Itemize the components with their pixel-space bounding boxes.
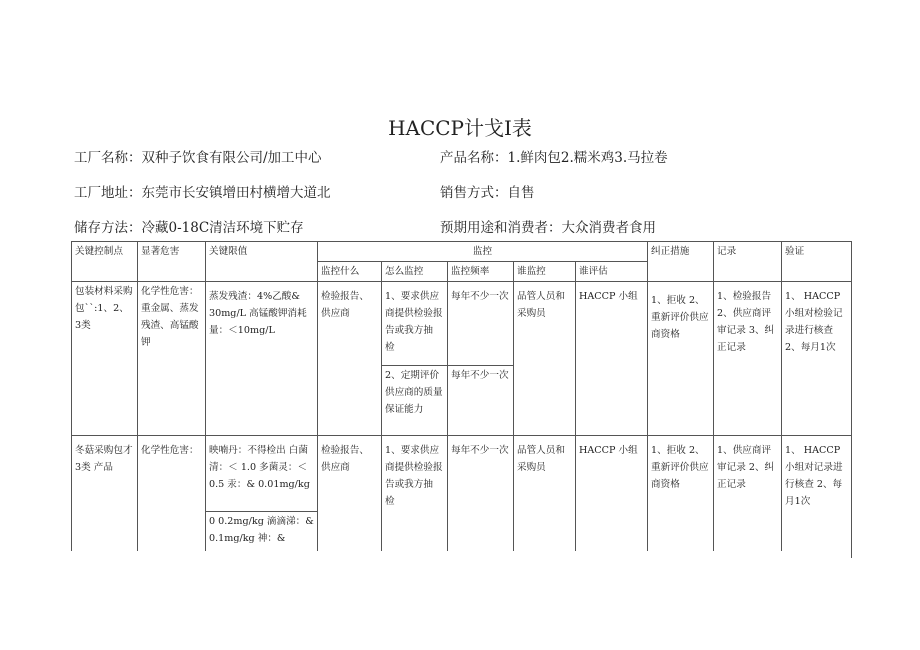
- row2-verify: 1、 HACCP小组对记录进行核查 2、每月1次: [782, 436, 852, 559]
- row2-who: 品管人员和采购员: [514, 436, 576, 559]
- product-name: 产品名称：1.鲜肉包2.糯米鸡3.马拉卷: [440, 150, 668, 166]
- row2-hazard: 化学性危害：: [138, 436, 206, 559]
- row2-what: 检验报告、供应商: [318, 436, 382, 559]
- header-what: 监控什么: [318, 262, 382, 282]
- factory-address: 工厂地址：东莞市长安镇增田村横增大道北: [74, 185, 331, 201]
- row2-freq: 每年不少一次: [448, 436, 514, 559]
- row1-record: 1、检验报告 2、供应商评审记录 3、纠正记录: [714, 282, 782, 436]
- row1-how1: 1、要求供应商提供检验报告或我方抽 检: [382, 282, 448, 366]
- row1-verify: 1、 HACCP小组对检验记录进行核查 2、每月1次: [782, 282, 852, 436]
- header-limit: 关键限值: [206, 242, 318, 282]
- row1-ccp: 包装材料采购包``:1、2、3类: [72, 282, 138, 436]
- row1-limit: 蒸发残渣：4%乙酸& 30mg/L 高锰酸钾消耗量：＜10mg/L: [206, 282, 318, 436]
- page-bottom-cutoff: [71, 551, 851, 650]
- table-row: [72, 282, 852, 366]
- intended-use: 预期用途和消费者：大众消费者食用: [440, 220, 656, 236]
- header-ccp: 关键控制点: [72, 242, 138, 282]
- header-who: 谁监控: [514, 262, 576, 282]
- row2-ccp: 冬菇采购包才3类 产品: [72, 436, 138, 559]
- row1-eval: HACCP 小组: [576, 282, 648, 436]
- row2-correction: 1、拒收 2、重新评价供应商资格: [648, 436, 714, 559]
- row2-record: 1、供应商评审记录 2、纠正记录: [714, 436, 782, 559]
- row2-how: 1、要求供应商提供检验报告或我方抽 检: [382, 436, 448, 559]
- table-row: [72, 436, 852, 512]
- row1-hazard: 化学性危害：重金属、蒸发残渣、高锰酸钾: [138, 282, 206, 436]
- row1-correction: 1、拒收 2、重新评价供应商资格: [648, 282, 714, 436]
- header-freq: 监控频率: [448, 262, 514, 282]
- haccp-plan-table: [71, 241, 852, 558]
- header-row: [72, 242, 852, 262]
- header-correction: 纠正措施: [648, 242, 714, 282]
- row1-how2: 2、定期评价供应商的质量保证能力: [382, 366, 448, 436]
- page-title: HACCP计戈I表: [388, 116, 532, 140]
- header-how: 怎么监控: [382, 262, 448, 282]
- row1-freq2: 每年不少一次: [448, 366, 514, 436]
- sales-method: 销售方式：自售: [440, 185, 535, 201]
- storage-method: 储存方法：冷藏0-18C清洁环境下贮存: [74, 220, 304, 236]
- header-verify: 验证: [782, 242, 852, 282]
- row2-eval: HACCP 小组: [576, 436, 648, 559]
- header-hazard: 显著危害: [138, 242, 206, 282]
- row1-who: 品管人员和采购员: [514, 282, 576, 436]
- row2-limit2: 0 0.2mg/kg 滴滴涕：& 0.1mg/kg 神：&: [206, 512, 318, 559]
- header-monitor: 监控: [318, 242, 648, 262]
- factory-name: 工厂名称：双种子饮食有限公司/加工中心: [74, 150, 322, 166]
- row1-what: 检验报告、供应商: [318, 282, 382, 436]
- header-record: 记录: [714, 242, 782, 282]
- row2-limit1: 映喃丹：不得检出 白菌清：＜ 1.0 多菌灵：＜ 0.5 汞：& 0.01mg/kg: [206, 436, 318, 512]
- row1-freq1: 每年不少一次: [448, 282, 514, 366]
- header-eval: 谁评估: [576, 262, 648, 282]
